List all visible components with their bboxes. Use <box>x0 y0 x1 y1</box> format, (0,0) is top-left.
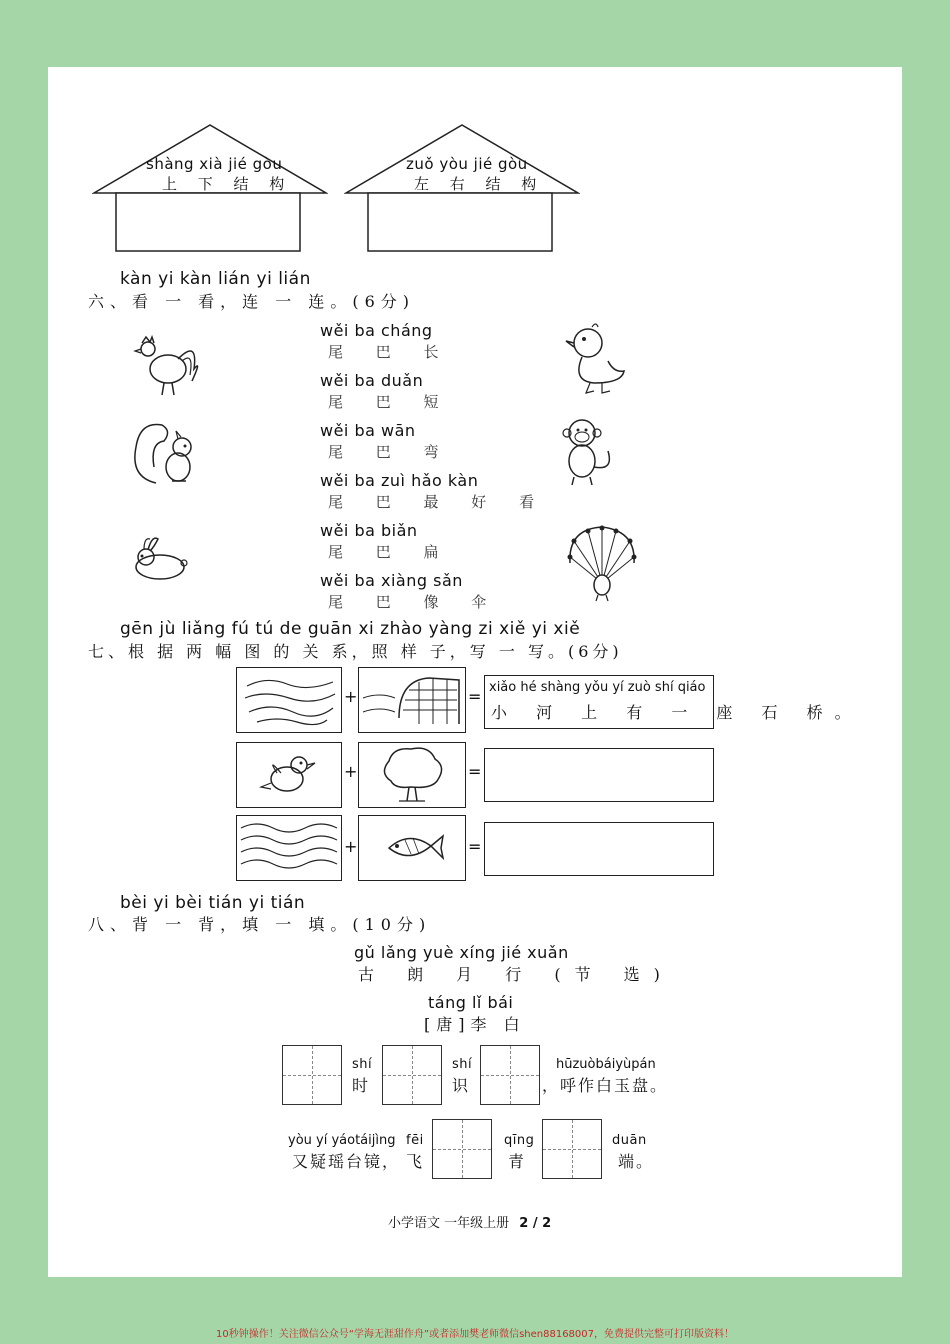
monkey-icon <box>558 415 618 487</box>
example-answer-box <box>484 675 863 729</box>
plus-sign: + <box>344 837 358 856</box>
section6-title: 六、看 一 看，连 一 连。(6分) <box>88 292 416 311</box>
structure-label: 左 右 结 构 <box>414 175 545 193</box>
phrase-hanzi: 尾 巴 弯 <box>328 443 453 461</box>
poem-pinyin: yòu yí yáotáijìng <box>288 1133 396 1148</box>
writing-grid[interactable] <box>282 1045 342 1105</box>
house-zuo-you <box>344 123 580 253</box>
page-footer <box>388 1212 551 1231</box>
answer-box[interactable] <box>484 748 714 802</box>
phrase-pinyin: wěi ba zuì hǎo kàn <box>320 471 479 490</box>
example-pinyin: xiǎo hé shàng yǒu yí zuò shí qiáo <box>489 680 706 695</box>
squirrel-icon <box>128 417 200 489</box>
structure-pinyin: zuǒ yòu jié gòu <box>406 155 528 173</box>
poem-text: 端。 <box>618 1152 655 1171</box>
river-icon <box>237 668 341 732</box>
author-pinyin: táng lǐ bái <box>428 993 514 1012</box>
poem-char: 识 <box>452 1076 469 1095</box>
writing-grid[interactable] <box>432 1119 492 1179</box>
bird-picture <box>236 742 342 808</box>
poem-char: 飞 <box>406 1152 423 1171</box>
phrase-pinyin: wěi ba wān <box>320 421 416 440</box>
tree-icon <box>359 743 465 807</box>
rooster-icon <box>132 329 202 399</box>
poem-pinyin: qīng <box>504 1133 535 1148</box>
water-picture <box>236 815 342 881</box>
poem-char: 时 <box>352 1076 369 1095</box>
worksheet-page <box>48 67 902 1277</box>
writing-grid[interactable] <box>382 1045 442 1105</box>
river-picture <box>236 667 342 733</box>
house-shang-xia <box>92 123 328 253</box>
phrase-pinyin: wěi ba xiàng sǎn <box>320 571 463 590</box>
poem-pinyin: shí <box>452 1057 473 1072</box>
stone-bridge-icon <box>359 668 465 732</box>
bird-icon <box>237 743 341 807</box>
water-icon <box>237 816 341 880</box>
writing-grid[interactable] <box>542 1119 602 1179</box>
phrase-pinyin: wěi ba duǎn <box>320 371 424 390</box>
phrase-hanzi: 尾 巴 像 伞 <box>328 593 501 611</box>
plus-sign: + <box>344 687 358 706</box>
promo-banner: 10秒钟操作！关注微信公众号“学海无涯甜作舟”或者添加樊老师微信shen88168007，免费提供完整可打印版资料！ <box>215 1329 735 1340</box>
poem-pinyin: shí <box>352 1057 373 1072</box>
section6-pinyin: kàn yi kàn lián yi lián <box>120 269 311 289</box>
writing-grid[interactable] <box>480 1045 540 1105</box>
duckling-icon <box>564 321 630 397</box>
example-sentence: 小 河 上 有 一 座 石 桥。 <box>491 703 863 722</box>
plus-sign: + <box>344 762 358 781</box>
bridge-picture <box>358 667 466 733</box>
section7-title: 七、根 据 两 幅 图 的 关 系，照 样 子，写 一 写。(6分) <box>88 642 623 661</box>
section8-title: 八、背 一 背，填 一 填。(10分) <box>88 915 432 934</box>
author: [唐]李 白 <box>424 1015 526 1034</box>
phrase-hanzi: 尾 巴 长 <box>328 343 453 361</box>
poem-title-pinyin: gǔ lǎng yuè xíng jié xuǎn <box>354 943 569 962</box>
fish-picture <box>358 815 466 881</box>
answer-box[interactable] <box>484 822 714 876</box>
poem-pinyin: fēi <box>406 1133 424 1148</box>
phrase-hanzi: 尾 巴 扁 <box>328 543 453 561</box>
tree-picture <box>358 742 466 808</box>
equals-sign: = <box>468 762 482 781</box>
poem-pinyin: hūzuòbáiyùpán <box>556 1057 656 1072</box>
section7-pinyin: gēn jù liǎng fú tú de guān xi zhào yàng zi xiě yi xiě <box>120 619 581 639</box>
equals-sign: = <box>468 837 482 856</box>
page-number: 2 / 2 <box>519 1216 552 1231</box>
section8-pinyin: bèi yi bèi tián yi tián <box>120 893 306 913</box>
phrase-pinyin: wěi ba biǎn <box>320 521 418 540</box>
fish-icon <box>359 816 465 880</box>
poem-pinyin: duān <box>612 1133 647 1148</box>
phrase-hanzi: 尾 巴 最 好 看 <box>328 493 549 511</box>
footer-label: 小学语文 一年级上册 <box>388 1216 510 1231</box>
structure-pinyin: shàng xià jié gòu <box>146 155 283 173</box>
phrase-pinyin: wěi ba cháng <box>320 321 433 340</box>
phrase-hanzi: 尾 巴 短 <box>328 393 453 411</box>
structure-label: 上 下 结 构 <box>162 175 293 193</box>
poem-title: 古 朗 月 行 (节 选) <box>358 965 674 984</box>
equals-sign: = <box>468 687 482 706</box>
poem-char: 青 <box>508 1152 525 1171</box>
poem-text: 又疑瑶台镜， <box>292 1152 401 1171</box>
rabbit-icon <box>128 533 194 583</box>
peacock-icon <box>558 523 638 603</box>
poem-text: ，呼作白玉盘。 <box>542 1076 669 1095</box>
